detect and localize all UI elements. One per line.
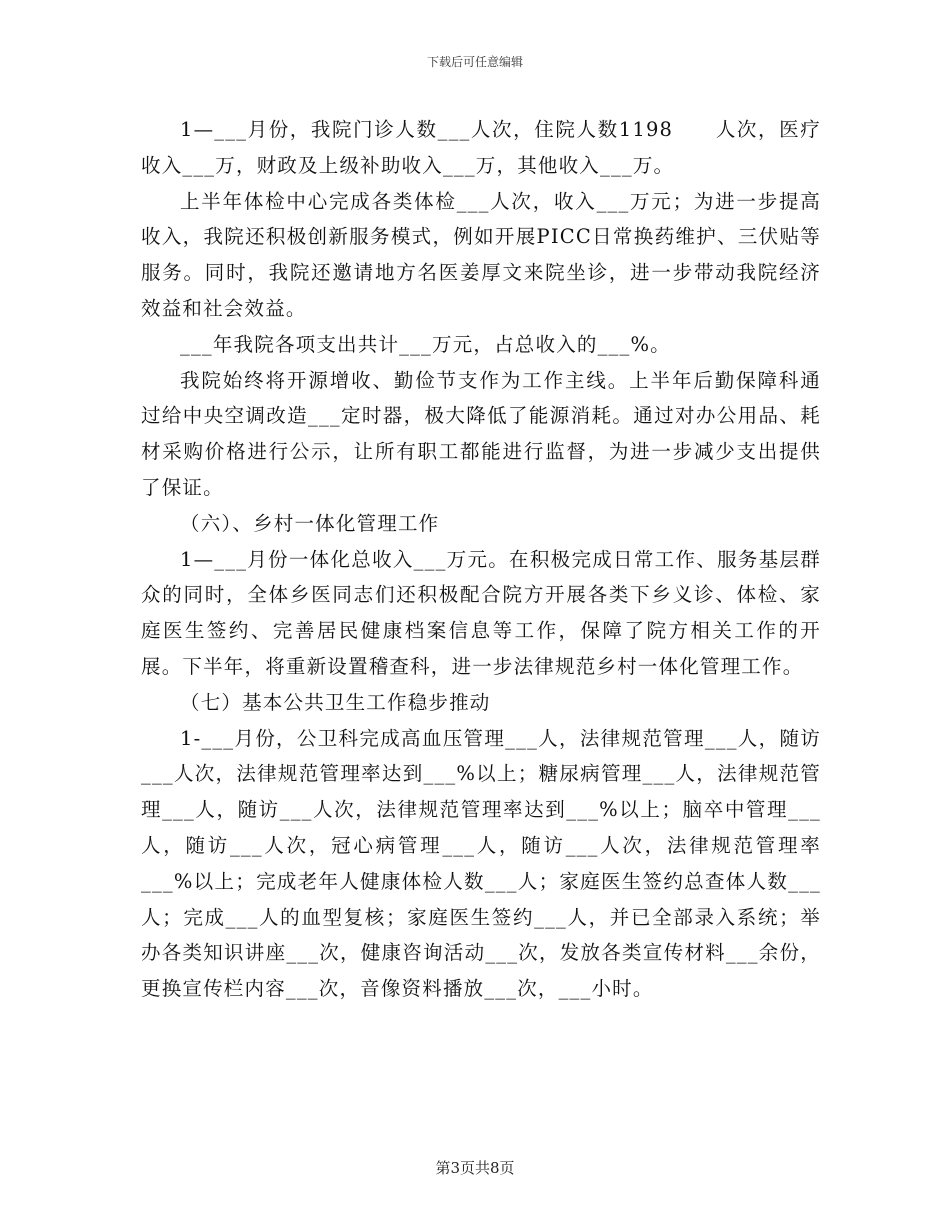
section-heading-rural-integration: （六）、乡村一体化管理工作 xyxy=(180,511,440,535)
document-body xyxy=(141,112,821,1007)
paragraph-checkup-center: 上半年体检中心完成各类体检___人次，收入___万元；为进一步提高收入，我院还积极创新服务模式，例如开展PICC日常换药维护、三伏贴等服务。同时，我院还邀请地方名医姜厚文来院坐诊，进一步带动我院经济效益和社会效益。 xyxy=(141,189,821,320)
paragraph-public-health: 1-___月份，公卫科完成高血压管理___人，法律规范管理___人，随访___人次，法律规范管理率达到___%以上；糖尿病管理___人，法律规范管理___人，随访___人次，法律规范管理率达到___%以上；脑卒中管理___人，随访___人次，冠心病管理___人，随访___人次，法律规范管理率___%以上；完成老年人健康体检人数___人；家庭医生签约总查体人数___人；完成___人的血型复核；家庭医生签约___人，并已全部录入系统；举办各类知识讲座___次，健康咨询活动___次，发放各类宣传材料___余份，更换宣传栏内容___次，音像资料播放___次，___小时。 xyxy=(141,726,821,1001)
paragraph-outpatient-stats: 1—___月份，我院门诊人数___人次，住院人数1198 人次，医疗收入___万，财政及上级补助收入___万，其他收入___万。 xyxy=(141,118,821,177)
paragraph-cost-saving: 我院始终将开源增收、勤俭节支作为工作主线。上半年后勤保障科通过给中央空调改造___定时器，极大降低了能源消耗。通过对办公用品、耗材采购价格进行公示，让所有职工都能进行监督，为进一步减少支出提供了保证。 xyxy=(141,368,821,499)
section-heading-public-health: （七）基本公共卫生工作稳步推动 xyxy=(180,690,491,714)
paragraph-expenditure: ___年我院各项支出共计___万元，占总收入的___%。 xyxy=(180,332,671,356)
page-footer: 第3页共8页 xyxy=(435,1159,515,1177)
page-header: 下载后可任意编辑 xyxy=(426,55,523,69)
paragraph-rural-integration: 1—___月份一体化总收入___万元。在积极完成日常工作、服务基层群众的同时，全体乡医同志们还积极配合院方开展各类下乡义诊、体检、家庭医生签约、完善居民健康档案信息等工作，保障了院方相关工作的开展。下半年，将重新设置稽查科，进一步法律规范乡村一体化管理工作。 xyxy=(141,547,821,678)
